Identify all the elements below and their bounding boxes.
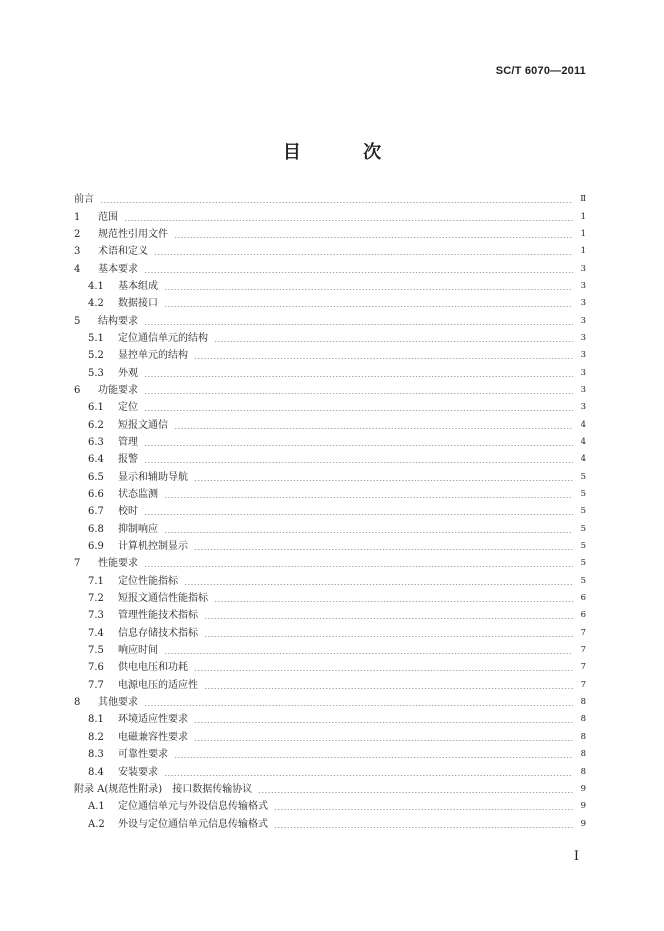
toc-entry-number: 6.3 — [88, 436, 104, 448]
toc-entry-label: 管理 — [118, 436, 138, 448]
toc-leader-dots — [144, 462, 573, 463]
toc-leader-dots — [100, 202, 573, 203]
toc-entry-number: 6.8 — [88, 523, 104, 535]
toc-entry-label: 显示和辅助导航 — [118, 471, 188, 483]
toc-entry[interactable] — [74, 573, 586, 590]
toc-entry[interactable] — [74, 521, 586, 538]
toc-leader-dots — [144, 410, 573, 411]
toc-leader-dots — [164, 532, 573, 533]
toc-entry-page: 4 — [580, 436, 586, 447]
toc-entry-label: 校时 — [118, 506, 138, 518]
toc-leader-dots — [194, 480, 573, 481]
toc-leader-dots — [184, 584, 573, 585]
toc-entry[interactable] — [74, 555, 586, 572]
toc-leader-dots — [144, 705, 573, 706]
toc-entry-page: 5 — [580, 558, 586, 569]
toc-entry[interactable] — [74, 763, 586, 780]
toc-entry-page: 5 — [580, 489, 586, 500]
toc-leader-dots — [144, 272, 573, 273]
toc-entry-label: 外设与定位通信单元信息传输格式 — [118, 818, 268, 830]
toc-entry-page: 3 — [580, 384, 586, 395]
toc-entry-label: 显控单元的结构 — [118, 350, 188, 362]
toc-entry-number: 5.2 — [88, 350, 104, 362]
page-title: 目 次 — [282, 142, 410, 163]
toc-entry-number: 6.7 — [88, 506, 104, 518]
toc-leader-dots — [174, 237, 573, 238]
toc-entry-number: 6 — [74, 384, 81, 396]
toc-entry-page: 8 — [580, 731, 586, 742]
toc-leader-dots — [164, 775, 573, 776]
toc-entry[interactable] — [74, 677, 586, 694]
toc-leader-dots — [144, 514, 573, 515]
page-number: I — [573, 849, 579, 864]
toc-entry-page: 6 — [580, 593, 586, 604]
toc-entry[interactable] — [74, 330, 586, 347]
toc-entry[interactable] — [74, 191, 586, 208]
toc-entry[interactable] — [74, 364, 586, 381]
toc-leader-dots — [164, 497, 573, 498]
toc-entry-label: 定位性能指标 — [118, 575, 178, 587]
toc-entry-page: 8 — [580, 766, 586, 777]
toc-entry-page: 4 — [580, 419, 586, 430]
toc-leader-dots — [144, 376, 573, 377]
toc-entry-number: 2 — [74, 228, 81, 240]
toc-entry-page: 3 — [580, 315, 586, 326]
toc-entry-label: 术语和定义 — [98, 246, 148, 258]
toc-entry-page: 8 — [580, 697, 586, 708]
toc-entry-number: 7.1 — [88, 575, 104, 587]
toc-entry-number: 7.4 — [88, 627, 104, 639]
toc-entry[interactable] — [74, 347, 586, 364]
toc-entry-label: 功能要求 — [98, 384, 138, 396]
toc-entry-label: 前言 — [74, 194, 94, 206]
toc-entry-page: 5 — [580, 506, 586, 517]
toc-leader-dots — [144, 566, 573, 567]
toc-entry-number: 7.5 — [88, 645, 104, 657]
toc-entry[interactable] — [74, 815, 586, 832]
toc-entry-page: 1 — [580, 211, 586, 222]
toc-entry[interactable] — [74, 399, 586, 416]
toc-entry[interactable] — [74, 451, 586, 468]
toc-leader-dots — [174, 428, 573, 429]
toc-entry-page: 3 — [580, 367, 586, 378]
toc-entry-label: 抑制响应 — [118, 523, 158, 535]
toc-entry-number: 8.1 — [88, 714, 104, 726]
toc-entry-number: 8.2 — [88, 731, 104, 743]
toc-entry[interactable] — [74, 503, 586, 520]
toc-entry-number: 7.3 — [88, 610, 104, 622]
toc-entry-label: 电磁兼容性要求 — [118, 731, 188, 743]
toc-entry-label: 信息存储技术指标 — [118, 627, 198, 639]
toc-entry-label: 短报文通信性能指标 — [118, 593, 208, 605]
toc-leader-dots — [144, 445, 573, 446]
toc-entry[interactable] — [74, 260, 586, 277]
toc-entry-label: 其他要求 — [98, 697, 138, 709]
toc-entry-label: 供电电压和功耗 — [118, 662, 188, 674]
toc-entry-number: A.1 — [88, 801, 105, 813]
toc-entry-page: 3 — [580, 332, 586, 343]
toc-entry-label: 响应时间 — [118, 645, 158, 657]
toc-leader-dots — [274, 809, 573, 810]
toc-entry-page: 7 — [580, 627, 586, 638]
toc-entry-label: 基本要求 — [98, 263, 138, 275]
toc-leader-dots — [194, 549, 573, 550]
toc-entry[interactable] — [74, 469, 586, 486]
toc-entry-label: 可靠性要求 — [118, 749, 168, 761]
toc-entry-number: 7 — [74, 558, 81, 570]
toc-entry[interactable] — [74, 295, 586, 312]
toc-entry[interactable] — [74, 208, 586, 225]
toc-entry[interactable] — [74, 226, 586, 243]
toc-entry-label: 定位 — [118, 402, 138, 414]
toc-entry-page: 9 — [580, 801, 586, 812]
toc-entry-number: 6.6 — [88, 489, 104, 501]
toc-entry-number: 7.2 — [88, 593, 104, 605]
toc-leader-dots — [258, 792, 573, 793]
toc-entry-number: 8.3 — [88, 749, 104, 761]
toc-leader-dots — [124, 220, 573, 221]
toc-entry[interactable] — [74, 434, 586, 451]
toc-entry-number: A.2 — [88, 818, 105, 830]
toc-entry-page: 5 — [580, 541, 586, 552]
toc-entry-number: 4.1 — [88, 280, 104, 292]
toc-entry-number: 5.1 — [88, 332, 104, 344]
toc-entry-page: 6 — [580, 610, 586, 621]
standard-code: SC/T 6070—2011 — [495, 65, 586, 77]
toc-entry-label: 电源电压的适应性 — [118, 679, 198, 691]
toc-leader-dots — [204, 688, 573, 689]
toc-entry-number: 6.2 — [88, 419, 104, 431]
toc-entry-page: 1 — [580, 228, 586, 239]
toc-entry[interactable] — [74, 538, 586, 555]
toc-entry-number: 5 — [74, 315, 81, 327]
toc-entry-number: 6.1 — [88, 402, 104, 414]
toc-leader-dots — [164, 289, 573, 290]
toc-entry-label: 性能要求 — [98, 558, 138, 570]
toc-entry[interactable] — [74, 278, 586, 295]
toc-entry-page: 3 — [580, 280, 586, 291]
toc-entry-label: 附录 A(规范性附录) 接口数据传输协议 — [74, 783, 253, 795]
toc-entry-number: 6.9 — [88, 541, 104, 553]
toc-entry[interactable] — [74, 590, 586, 607]
toc-entry-label: 环境适应性要求 — [118, 714, 188, 726]
toc-entry-number: 6.5 — [88, 471, 104, 483]
toc-leader-dots — [194, 722, 573, 723]
toc-entry[interactable] — [74, 781, 586, 798]
toc-entry[interactable] — [74, 746, 586, 763]
toc-entry-page: 7 — [580, 679, 586, 690]
toc-entry-label: 范围 — [98, 211, 118, 223]
toc-entry-page: 8 — [580, 749, 586, 760]
toc-leader-dots — [144, 393, 573, 394]
table-of-contents — [74, 191, 586, 833]
toc-entry-number: 4 — [74, 263, 81, 275]
toc-entry-number: 7.6 — [88, 662, 104, 674]
toc-entry-label: 安装要求 — [118, 766, 158, 778]
toc-leader-dots — [204, 618, 573, 619]
toc-entry-page: 9 — [580, 818, 586, 829]
toc-entry-number: 1 — [74, 211, 81, 223]
toc-entry-number: 8 — [74, 697, 81, 709]
toc-entry-page: 5 — [580, 471, 586, 482]
toc-entry[interactable] — [74, 243, 586, 260]
toc-leader-dots — [164, 653, 573, 654]
toc-entry-label: 报警 — [118, 454, 138, 466]
toc-leader-dots — [174, 757, 573, 758]
toc-leader-dots — [194, 358, 573, 359]
toc-entry-label: 基本组成 — [118, 280, 158, 292]
toc-entry-label: 管理性能技术指标 — [118, 610, 198, 622]
toc-entry-page: 3 — [580, 298, 586, 309]
toc-leader-dots — [194, 670, 573, 671]
toc-leader-dots — [144, 324, 573, 325]
toc-entry-page: 9 — [580, 783, 586, 794]
toc-entry-number: 3 — [74, 246, 81, 258]
toc-entry-page: 5 — [580, 523, 586, 534]
toc-entry[interactable] — [74, 642, 586, 659]
toc-entry-number: 8.4 — [88, 766, 104, 778]
toc-entry-label: 数据接口 — [118, 298, 158, 310]
toc-entry-label: 规范性引用文件 — [98, 228, 168, 240]
toc-leader-dots — [214, 341, 573, 342]
toc-entry-page: 4 — [580, 454, 586, 465]
toc-leader-dots — [194, 740, 573, 741]
toc-leader-dots — [204, 636, 573, 637]
toc-entry-page: Ⅱ — [580, 194, 586, 205]
toc-entry-number: 5.3 — [88, 367, 104, 379]
toc-entry-label: 短报文通信 — [118, 419, 168, 431]
toc-entry[interactable] — [74, 382, 586, 399]
toc-entry-page: 3 — [580, 350, 586, 361]
toc-entry-page: 7 — [580, 645, 586, 656]
toc-entry-page: 8 — [580, 714, 586, 725]
toc-entry-label: 结构要求 — [98, 315, 138, 327]
toc-entry-label: 定位通信单元与外设信息传输格式 — [118, 801, 268, 813]
toc-entry[interactable] — [74, 486, 586, 503]
toc-entry-page: 7 — [580, 662, 586, 673]
toc-entry-page: 5 — [580, 575, 586, 586]
toc-entry-label: 外观 — [118, 367, 138, 379]
toc-entry[interactable] — [74, 711, 586, 728]
toc-entry-page: 3 — [580, 402, 586, 413]
toc-entry[interactable] — [74, 607, 586, 624]
toc-entry[interactable] — [74, 659, 586, 676]
toc-entry-number: 7.7 — [88, 679, 104, 691]
toc-entry-page: 3 — [580, 263, 586, 274]
toc-entry[interactable] — [74, 798, 586, 815]
toc-entry-label: 计算机控制显示 — [118, 541, 188, 553]
toc-entry-page: 1 — [580, 246, 586, 257]
toc-leader-dots — [274, 827, 573, 828]
toc-entry-label: 状态监测 — [118, 489, 158, 501]
toc-entry[interactable] — [74, 625, 586, 642]
toc-entry-number: 4.2 — [88, 298, 104, 310]
toc-entry[interactable] — [74, 416, 586, 433]
toc-leader-dots — [164, 306, 573, 307]
toc-entry[interactable] — [74, 694, 586, 711]
toc-entry[interactable] — [74, 312, 586, 329]
toc-entry[interactable] — [74, 729, 586, 746]
toc-entry-number: 6.4 — [88, 454, 104, 466]
toc-entry-label: 定位通信单元的结构 — [118, 332, 208, 344]
toc-leader-dots — [214, 601, 573, 602]
toc-leader-dots — [154, 254, 573, 255]
